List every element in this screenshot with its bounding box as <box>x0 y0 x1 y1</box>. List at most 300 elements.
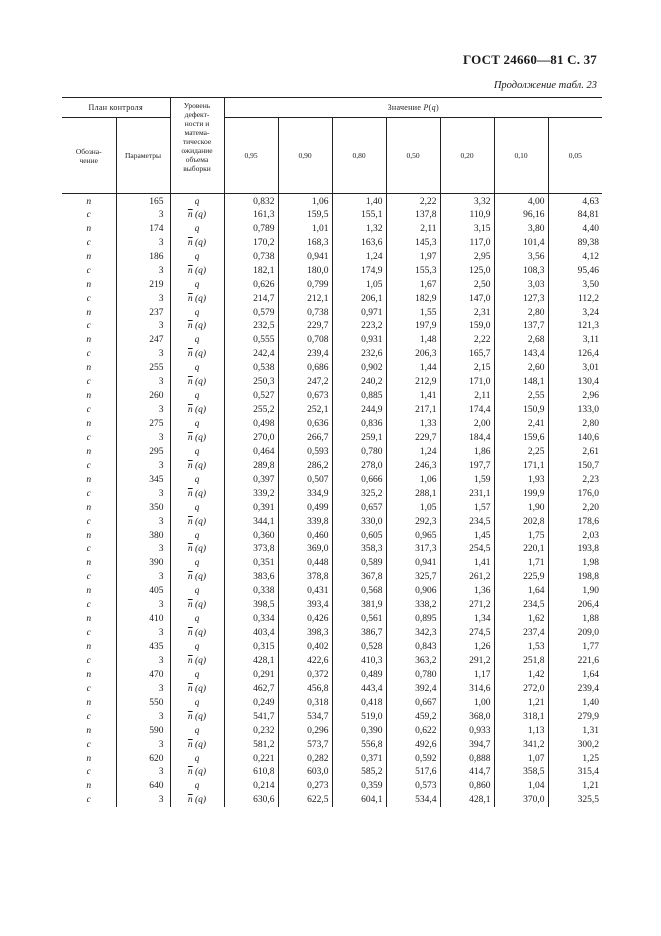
value-header-text: Значение P(q) <box>387 103 439 112</box>
value-cell: 212,9 <box>386 375 440 389</box>
designation-cell: c <box>62 264 116 278</box>
value-cell: 84,81 <box>577 209 599 220</box>
value-cell: 0,965 <box>386 529 440 543</box>
value-cell: 0,667 <box>386 696 440 710</box>
symbol-cell: $\overline{n}$ (q) <box>170 431 224 445</box>
symbol-cell: $\overline{n}$ (q) <box>170 208 224 222</box>
value-cell: 3,56 <box>494 250 548 264</box>
value-cell: 197,9 <box>386 320 440 334</box>
value-cell: 206,3 <box>386 347 440 361</box>
parameter-cell: 3 <box>116 682 170 696</box>
table-row <box>62 570 602 584</box>
symbol-cell: $\overline{n}$ (q) <box>170 487 224 501</box>
designation-cell: n <box>62 640 116 654</box>
value-cell: 1,04 <box>494 779 548 793</box>
value-cell: 209,0 <box>577 628 599 639</box>
value-cell: 0,426 <box>278 612 332 626</box>
value-cell: 428,1 <box>224 654 278 668</box>
designation-cell: n <box>62 222 116 236</box>
value-cell: 291,2 <box>440 654 494 668</box>
parameter-cell: 3 <box>116 292 170 306</box>
value-cell: 95,46 <box>577 265 599 276</box>
value-cell: 338,2 <box>386 598 440 612</box>
symbol-cell: q <box>170 501 224 515</box>
value-cell: 289,8 <box>224 459 278 473</box>
value-cell: 392,4 <box>386 682 440 696</box>
value-cell: 1,36 <box>440 584 494 598</box>
parameter-cell: 260 <box>116 389 170 403</box>
value-cell: 1,32 <box>332 222 386 236</box>
value-cell: 247,2 <box>278 375 332 389</box>
value-cell: 147,0 <box>440 292 494 306</box>
value-cell: 3,03 <box>494 278 548 292</box>
value-cell: 0,902 <box>332 361 386 375</box>
table-row <box>62 738 602 752</box>
designation-cell: c <box>62 375 116 389</box>
value-cell: 182,1 <box>224 264 278 278</box>
designation-cell: c <box>62 543 116 557</box>
value-cell: 1,26 <box>440 640 494 654</box>
parameter-cell: 3 <box>116 738 170 752</box>
value-cell: 4,12 <box>582 251 599 262</box>
table-row <box>62 515 602 529</box>
value-cell: 381,9 <box>332 598 386 612</box>
designation-cell: n <box>62 306 116 320</box>
symbol-cell: q <box>170 668 224 682</box>
value-cell: 145,3 <box>386 236 440 250</box>
value-cell: 341,2 <box>494 738 548 752</box>
value-cell: 585,2 <box>332 766 386 780</box>
value-cell: 180,0 <box>278 264 332 278</box>
value-cell: 252,1 <box>278 403 332 417</box>
symbol-cell: q <box>170 529 224 543</box>
value-cell: 1,77 <box>582 642 599 653</box>
designation-cell: n <box>62 333 116 347</box>
value-cell: 1,07 <box>494 752 548 766</box>
symbol-cell: $\overline{n}$ (q) <box>170 654 224 668</box>
value-cell: 339,2 <box>224 487 278 501</box>
value-cell: 2,41 <box>494 417 548 431</box>
value-cell: 0,555 <box>224 333 278 347</box>
value-cell: 604,1 <box>332 793 386 807</box>
designation-cell: n <box>62 612 116 626</box>
value-cell: 0,318 <box>278 696 332 710</box>
value-cell: 170,2 <box>224 236 278 250</box>
value-cell: 221,6 <box>577 655 599 666</box>
value-cell: 220,1 <box>494 543 548 557</box>
value-cell: 1,25 <box>582 753 599 764</box>
value-cell: 0,568 <box>332 584 386 598</box>
table-row <box>62 598 602 612</box>
parameter-cell: 3 <box>116 264 170 278</box>
value-cell: 274,5 <box>440 626 494 640</box>
value-cell: 2,61 <box>582 446 599 457</box>
value-cell: 137,8 <box>386 208 440 222</box>
designation-cell: c <box>62 236 116 250</box>
symbol-cell: q <box>170 779 224 793</box>
value-cell: 3,80 <box>494 222 548 236</box>
symbol-cell: q <box>170 333 224 347</box>
value-cell: 270,0 <box>224 431 278 445</box>
symbol-cell: $\overline{n}$ (q) <box>170 738 224 752</box>
symbol-cell: $\overline{n}$ (q) <box>170 766 224 780</box>
parameter-cell: 470 <box>116 668 170 682</box>
symbol-cell: $\overline{n}$ (q) <box>170 264 224 278</box>
value-cell: 254,5 <box>440 543 494 557</box>
value-cell: 3,24 <box>582 307 599 318</box>
parameter-cell: 174 <box>116 222 170 236</box>
designation-header-text: Обозна- чение <box>75 146 102 165</box>
value-cell: 1,21 <box>494 696 548 710</box>
parameter-cell: 165 <box>116 194 170 209</box>
p-value-header: 0,05 <box>548 118 602 194</box>
parameter-cell: 3 <box>116 320 170 334</box>
value-cell: 0,605 <box>332 529 386 543</box>
designation-cell: c <box>62 598 116 612</box>
value-cell: 4,00 <box>494 194 548 209</box>
parameter-cell: 3 <box>116 654 170 668</box>
value-cell: 197,7 <box>440 459 494 473</box>
value-cell: 3,11 <box>582 335 599 346</box>
designation-cell: c <box>62 738 116 752</box>
value-cell: 339,8 <box>278 515 332 529</box>
symbol-cell: $\overline{n}$ (q) <box>170 515 224 529</box>
value-cell: 344,1 <box>224 515 278 529</box>
value-cell: 1,59 <box>440 473 494 487</box>
value-cell: 0,895 <box>386 612 440 626</box>
value-cell: 1,64 <box>494 584 548 598</box>
value-cell: 0,622 <box>386 724 440 738</box>
value-cell: 534,4 <box>386 793 440 807</box>
value-cell: 0,338 <box>224 584 278 598</box>
value-cell: 0,593 <box>278 445 332 459</box>
value-cell: 0,836 <box>332 417 386 431</box>
table-row <box>62 333 602 347</box>
value-cell: 0,799 <box>278 278 332 292</box>
value-cell: 0,282 <box>278 752 332 766</box>
symbol-cell: $\overline{n}$ (q) <box>170 682 224 696</box>
symbol-cell: q <box>170 696 224 710</box>
value-cell: 1,62 <box>494 612 548 626</box>
parameter-cell: 3 <box>116 793 170 807</box>
value-cell: 3,32 <box>440 194 494 209</box>
symbol-cell: q <box>170 556 224 570</box>
designation-cell: c <box>62 682 116 696</box>
table-row <box>62 696 602 710</box>
value-cell: 0,372 <box>278 668 332 682</box>
value-cell: 0,315 <box>224 640 278 654</box>
symbol-cell: $\overline{n}$ (q) <box>170 793 224 807</box>
table-row <box>62 584 602 598</box>
designation-cell: c <box>62 431 116 445</box>
value-cell: 0,527 <box>224 389 278 403</box>
value-cell: 239,4 <box>278 347 332 361</box>
value-cell: 0,636 <box>278 417 332 431</box>
designation-cell: n <box>62 361 116 375</box>
value-cell: 0,931 <box>332 333 386 347</box>
value-cell: 199,9 <box>494 487 548 501</box>
value-cell: 534,7 <box>278 710 332 724</box>
value-cell: 261,2 <box>440 570 494 584</box>
value-cell: 255,2 <box>224 403 278 417</box>
symbol-cell: $\overline{n}$ (q) <box>170 459 224 473</box>
value-cell: 610,8 <box>224 766 278 780</box>
table-body <box>62 194 602 808</box>
table-row <box>62 389 602 403</box>
value-cell: 229,7 <box>278 320 332 334</box>
parameter-cell: 255 <box>116 361 170 375</box>
table-row <box>62 529 602 543</box>
parameter-cell: 405 <box>116 584 170 598</box>
designation-cell: c <box>62 766 116 780</box>
value-cell: 1,98 <box>582 558 599 569</box>
value-cell: 126,4 <box>577 349 599 360</box>
symbol-cell: q <box>170 612 224 626</box>
value-cell: 1,01 <box>278 222 332 236</box>
designation-cell: n <box>62 417 116 431</box>
value-cell: 0,232 <box>224 724 278 738</box>
value-cell: 212,1 <box>278 292 332 306</box>
value-cell: 1,05 <box>386 501 440 515</box>
value-cell: 0,507 <box>278 473 332 487</box>
value-cell: 2,22 <box>386 194 440 209</box>
value-cell: 150,9 <box>494 403 548 417</box>
value-cell: 2,00 <box>440 417 494 431</box>
value-cell: 2,15 <box>440 361 494 375</box>
parameter-cell: 275 <box>116 417 170 431</box>
value-cell: 251,8 <box>494 654 548 668</box>
parameter-cell: 3 <box>116 236 170 250</box>
value-header <box>224 98 602 118</box>
value-cell: 4,40 <box>582 223 599 234</box>
parameter-cell: 247 <box>116 333 170 347</box>
value-cell: 150,7 <box>577 460 599 471</box>
value-cell: 1,67 <box>386 278 440 292</box>
value-cell: 1,90 <box>494 501 548 515</box>
table-row <box>62 445 602 459</box>
value-cell: 2,31 <box>440 306 494 320</box>
value-cell: 2,80 <box>494 306 548 320</box>
parameter-cell: 3 <box>116 208 170 222</box>
symbol-cell: $\overline{n}$ (q) <box>170 598 224 612</box>
value-cell: 198,8 <box>577 572 599 583</box>
designation-cell: c <box>62 793 116 807</box>
symbol-cell: q <box>170 417 224 431</box>
value-cell: 217,1 <box>386 403 440 417</box>
value-cell: 278,0 <box>332 459 386 473</box>
parameter-cell: 3 <box>116 431 170 445</box>
value-cell: 3,15 <box>440 222 494 236</box>
value-cell: 2,96 <box>582 391 599 402</box>
parameter-cell: 3 <box>116 766 170 780</box>
designation-cell: c <box>62 459 116 473</box>
parameter-cell: 219 <box>116 278 170 292</box>
value-cell: 1,48 <box>386 333 440 347</box>
designation-cell: n <box>62 278 116 292</box>
value-cell: 603,0 <box>278 766 332 780</box>
table-row <box>62 543 602 557</box>
value-cell: 272,0 <box>494 682 548 696</box>
value-cell: 314,6 <box>440 682 494 696</box>
value-cell: 342,3 <box>386 626 440 640</box>
value-cell: 155,1 <box>332 208 386 222</box>
value-cell: 0,351 <box>224 556 278 570</box>
value-cell: 1,33 <box>386 417 440 431</box>
designation-cell: n <box>62 696 116 710</box>
parameter-cell: 3 <box>116 515 170 529</box>
value-cell: 398,3 <box>278 626 332 640</box>
value-cell: 358,3 <box>332 543 386 557</box>
designation-cell: c <box>62 320 116 334</box>
value-cell: 0,418 <box>332 696 386 710</box>
parameter-cell: 3 <box>116 347 170 361</box>
symbol-cell: q <box>170 640 224 654</box>
value-cell: 4,63 <box>582 197 599 207</box>
value-cell: 130,4 <box>577 377 599 388</box>
p-value-header: 0,20 <box>440 118 494 194</box>
value-cell: 2,95 <box>440 250 494 264</box>
value-cell: 0,860 <box>440 779 494 793</box>
value-cell: 1,34 <box>440 612 494 626</box>
parameter-cell: 186 <box>116 250 170 264</box>
value-cell: 370,0 <box>494 793 548 807</box>
value-cell: 0,460 <box>278 529 332 543</box>
value-cell: 0,334 <box>224 612 278 626</box>
value-cell: 0,666 <box>332 473 386 487</box>
table-row <box>62 473 602 487</box>
designation-cell: n <box>62 556 116 570</box>
value-cell: 0,291 <box>224 668 278 682</box>
value-cell: 1,90 <box>582 586 599 597</box>
parameter-cell: 237 <box>116 306 170 320</box>
table-row <box>62 766 602 780</box>
value-cell: 3,50 <box>582 279 599 290</box>
value-cell: 155,3 <box>386 264 440 278</box>
value-cell: 2,11 <box>386 222 440 236</box>
value-cell: 556,8 <box>332 738 386 752</box>
parameter-cell: 3 <box>116 710 170 724</box>
table-row <box>62 626 602 640</box>
value-cell: 1,75 <box>494 529 548 543</box>
symbol-cell: $\overline{n}$ (q) <box>170 347 224 361</box>
value-cell: 0,592 <box>386 752 440 766</box>
value-cell: 414,7 <box>440 766 494 780</box>
value-cell: 1,06 <box>386 473 440 487</box>
value-cell: 178,6 <box>577 516 599 527</box>
designation-cell: c <box>62 292 116 306</box>
value-cell: 325,2 <box>332 487 386 501</box>
value-cell: 286,2 <box>278 459 332 473</box>
designation-cell: c <box>62 570 116 584</box>
value-cell: 161,3 <box>224 208 278 222</box>
oc-table <box>62 97 602 807</box>
value-cell: 110,9 <box>440 208 494 222</box>
table-row <box>62 556 602 570</box>
value-cell: 1,44 <box>386 361 440 375</box>
value-cell: 244,9 <box>332 403 386 417</box>
value-cell: 330,0 <box>332 515 386 529</box>
parameter-cell: 640 <box>116 779 170 793</box>
table-row <box>62 292 602 306</box>
symbol-cell: q <box>170 389 224 403</box>
table-row <box>62 459 602 473</box>
value-cell: 1,24 <box>386 445 440 459</box>
parameter-cell: 410 <box>116 612 170 626</box>
value-cell: 0,561 <box>332 612 386 626</box>
parameter-cell: 380 <box>116 529 170 543</box>
value-cell: 171,1 <box>494 459 548 473</box>
table-row <box>62 710 602 724</box>
value-cell: 363,2 <box>386 654 440 668</box>
designation-cell: n <box>62 779 116 793</box>
value-cell: 108,3 <box>494 264 548 278</box>
value-cell: 2,22 <box>440 333 494 347</box>
p-value-header: 0,90 <box>278 118 332 194</box>
value-cell: 0,780 <box>386 668 440 682</box>
value-cell: 2,60 <box>494 361 548 375</box>
value-cell: 519,0 <box>332 710 386 724</box>
value-cell: 112,2 <box>577 293 599 304</box>
table-row <box>62 612 602 626</box>
value-cell: 0,464 <box>224 445 278 459</box>
symbol-cell: $\overline{n}$ (q) <box>170 375 224 389</box>
value-cell: 317,3 <box>386 543 440 557</box>
value-cell: 403,4 <box>224 626 278 640</box>
value-cell: 0,573 <box>386 779 440 793</box>
value-cell: 223,2 <box>332 320 386 334</box>
parameter-cell: 3 <box>116 598 170 612</box>
value-cell: 250,3 <box>224 375 278 389</box>
value-cell: 182,9 <box>386 292 440 306</box>
value-cell: 2,03 <box>582 530 599 541</box>
value-cell: 1,86 <box>440 445 494 459</box>
value-cell: 1,00 <box>440 696 494 710</box>
value-cell: 0,498 <box>224 417 278 431</box>
value-cell: 369,0 <box>278 543 332 557</box>
symbol-cell: q <box>170 194 224 209</box>
value-cell: 2,55 <box>494 389 548 403</box>
value-cell: 0,906 <box>386 584 440 598</box>
value-cell: 163,6 <box>332 236 386 250</box>
symbol-cell: q <box>170 361 224 375</box>
value-cell: 3,01 <box>582 363 599 374</box>
value-cell: 300,2 <box>577 739 599 750</box>
value-cell: 368,0 <box>440 710 494 724</box>
value-cell: 0,371 <box>332 752 386 766</box>
value-cell: 1,71 <box>494 556 548 570</box>
value-cell: 279,9 <box>577 711 599 722</box>
value-cell: 0,397 <box>224 473 278 487</box>
value-cell: 1,55 <box>386 306 440 320</box>
table-row <box>62 793 602 807</box>
parameter-cell: 345 <box>116 473 170 487</box>
value-cell: 271,2 <box>440 598 494 612</box>
value-cell: 202,8 <box>494 515 548 529</box>
value-cell: 242,4 <box>224 347 278 361</box>
value-cell: 0,359 <box>332 779 386 793</box>
value-cell: 0,885 <box>332 389 386 403</box>
designation-cell: n <box>62 724 116 738</box>
table-row <box>62 779 602 793</box>
value-cell: 0,391 <box>224 501 278 515</box>
designation-header <box>62 118 116 194</box>
designation-cell: n <box>62 501 116 515</box>
value-cell: 1,41 <box>440 556 494 570</box>
value-cell: 0,538 <box>224 361 278 375</box>
value-cell: 232,5 <box>224 320 278 334</box>
value-cell: 0,780 <box>332 445 386 459</box>
value-cell: 225,9 <box>494 570 548 584</box>
